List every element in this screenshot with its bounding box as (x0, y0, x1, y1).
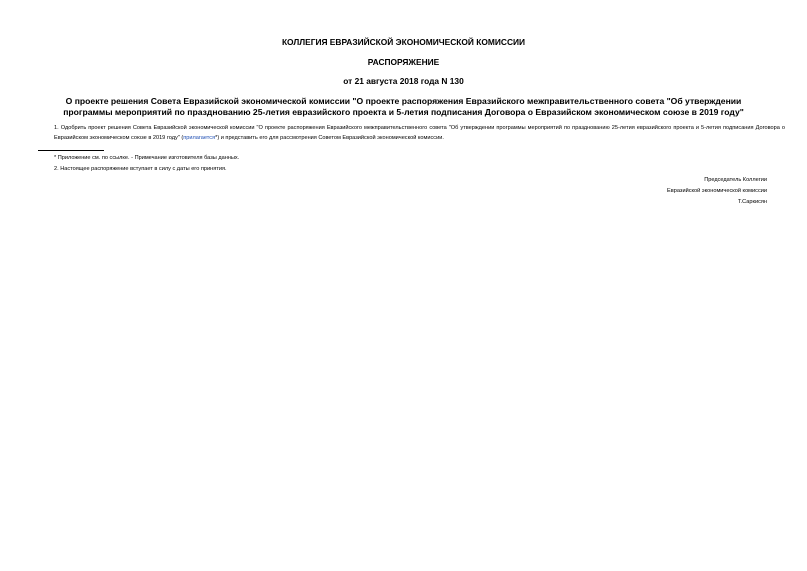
document-type: РАСПОРЯЖЕНИЕ (367, 57, 440, 67)
signature-organization: Евразийской экономической комиссии (667, 188, 767, 194)
footnote-divider (38, 150, 104, 151)
paragraph-1-text-end: *) и представить его для рассмотрения Советом Евразийской экономической комиссии. (215, 134, 444, 141)
paragraph-2: 2. Настоящее распоряжение вступает в силу с даты его принятия. (54, 166, 227, 172)
paragraph-1-text-start: 1. Одобрить проект решения Совета Евразийской экономической комиссии "О проекте распоряжения Евразийского межправительственного совета "Об утверждении программы мероприятий по празднованию 25-летия евразийского проекта и 5-летия подписания Договора о Евразийском экономическом союзе в 2019 году" ( (54, 125, 785, 141)
footnote: * Приложение см. по ссылке. - Примечание изготовителя базы данных. (54, 155, 240, 161)
signature-name: Т.Саркисян (737, 199, 767, 205)
document-subject: О проекте решения Совета Евразийской экономической комиссии "О проекте распоряжения Евразийского межправительственного совета "Об утверждении программы мероприятий по празднованию 25-летия евразийского проекта и 5-летия подписания Договора о Евразийском экономическом союзе в 2019 году" (63, 96, 744, 117)
signature-position: Председатель Коллегии (704, 177, 767, 183)
attachment-link[interactable]: прилагается (183, 134, 216, 141)
organization-title: КОЛЛЕГИЯ ЕВРАЗИЙСКОЙ ЭКОНОМИЧЕСКОЙ КОМИССИИ (281, 37, 526, 47)
paragraph-1 (38, 124, 785, 143)
document-date: от 21 августа 2018 года N 130 (343, 76, 464, 86)
